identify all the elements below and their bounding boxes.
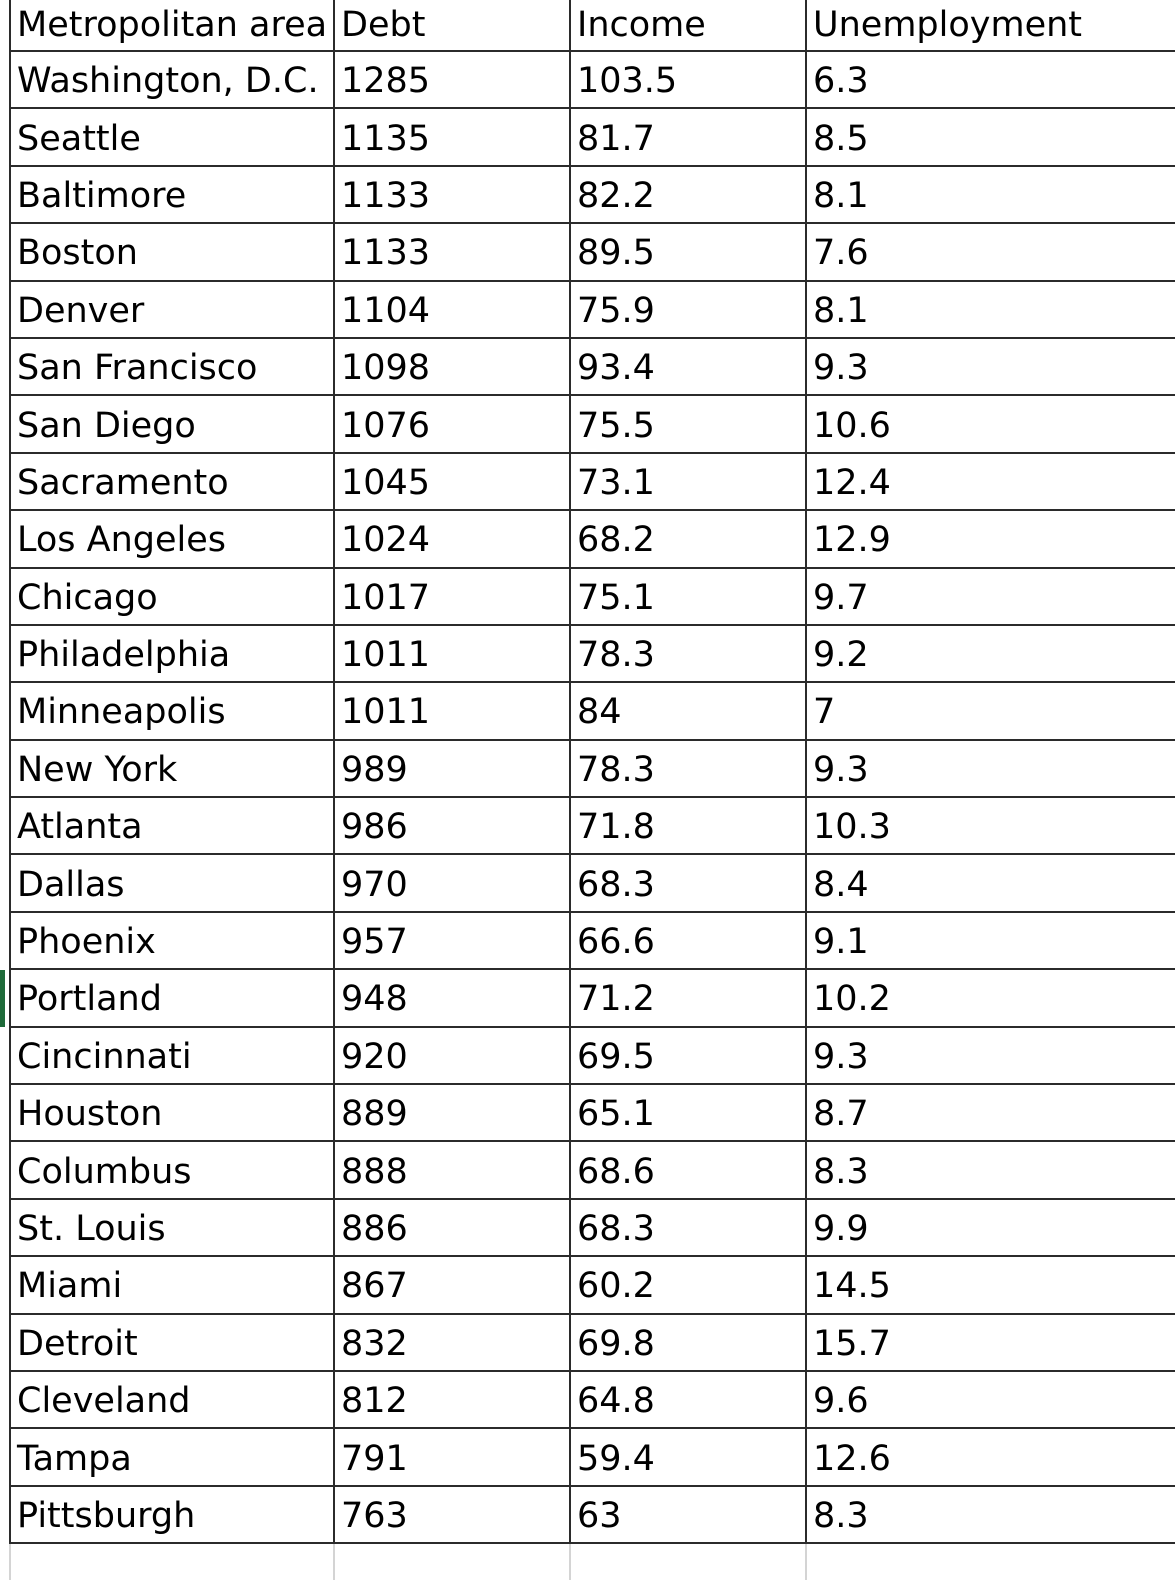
metro-area-cell[interactable]: Seattle xyxy=(17,118,141,159)
table-row xyxy=(10,1200,1175,1257)
income-cell[interactable]: 82.2 xyxy=(577,175,655,216)
income-cell[interactable]: 66.6 xyxy=(577,922,655,963)
income-cell[interactable]: 84 xyxy=(577,692,622,733)
income-cell[interactable]: 71.8 xyxy=(577,807,655,848)
table-row xyxy=(10,282,1175,339)
empty-cell[interactable] xyxy=(806,1544,1175,1580)
table-row xyxy=(10,1028,1175,1085)
debt-cell[interactable]: 1135 xyxy=(341,118,431,159)
table-row xyxy=(10,913,1175,970)
debt-cell[interactable]: 763 xyxy=(341,1495,408,1536)
income-cell[interactable]: 68.3 xyxy=(577,1209,655,1249)
selected-row-indicator xyxy=(0,970,5,1027)
table-row xyxy=(10,52,1175,109)
income-cell[interactable]: 75.9 xyxy=(577,290,655,331)
unemployment-cell[interactable]: 12.4 xyxy=(813,462,891,503)
unemployment-cell[interactable]: 9.3 xyxy=(813,1036,869,1077)
income-cell[interactable]: 68.6 xyxy=(577,1151,655,1192)
unemployment-cell[interactable]: 10.6 xyxy=(813,405,891,446)
metro-area-cell[interactable]: Dallas xyxy=(17,864,125,905)
spreadsheet-grid xyxy=(10,0,1175,1580)
debt-cell[interactable]: 1133 xyxy=(341,233,431,274)
table-row xyxy=(10,396,1175,453)
income-cell[interactable]: 89.5 xyxy=(577,233,655,274)
metro-area-cell[interactable]: New York xyxy=(17,749,178,790)
metro-area-cell[interactable]: Phoenix xyxy=(17,922,156,963)
debt-cell[interactable]: 791 xyxy=(341,1438,408,1479)
unemployment-cell[interactable]: 9.9 xyxy=(813,1209,869,1249)
table-row xyxy=(10,167,1175,224)
metro-area-cell[interactable]: Houston xyxy=(17,1094,163,1135)
debt-cell[interactable]: 1098 xyxy=(341,348,431,389)
table-row xyxy=(10,741,1175,798)
metro-area-cell[interactable]: Boston xyxy=(17,233,138,274)
income-cell[interactable]: 71.2 xyxy=(577,979,655,1020)
table-row xyxy=(10,1257,1175,1314)
debt-cell[interactable]: 1045 xyxy=(341,462,431,503)
table-row xyxy=(10,1372,1175,1429)
table-row xyxy=(10,855,1175,912)
table-row xyxy=(10,1085,1175,1142)
metro-area-cell[interactable]: Columbus xyxy=(17,1151,192,1192)
income-cell[interactable]: 78.3 xyxy=(577,749,655,790)
table-row xyxy=(10,1429,1175,1486)
income-cell[interactable]: 68.3 xyxy=(577,864,655,905)
table-body xyxy=(10,52,1175,1544)
metro-area-cell[interactable]: Detroit xyxy=(17,1323,138,1364)
income-cell[interactable]: 59.4 xyxy=(577,1438,655,1479)
table-row xyxy=(10,339,1175,396)
table-row xyxy=(10,454,1175,511)
column-gridline xyxy=(333,0,335,1544)
debt-cell[interactable]: 1285 xyxy=(341,61,431,102)
table-row xyxy=(10,224,1175,281)
income-cell[interactable]: 69.8 xyxy=(577,1323,655,1364)
unemployment-cell[interactable]: 9.2 xyxy=(813,635,869,676)
unemployment-cell[interactable]: 6.3 xyxy=(813,61,869,102)
unemployment-cell[interactable]: 7.6 xyxy=(813,233,869,274)
debt-cell[interactable]: 1017 xyxy=(341,577,431,618)
unemployment-cell[interactable]: 9.3 xyxy=(813,348,869,389)
income-cell[interactable]: 75.1 xyxy=(577,577,655,618)
empty-row xyxy=(10,1544,1175,1580)
unemployment-cell[interactable]: 12.6 xyxy=(813,1438,891,1479)
empty-column-gridline xyxy=(9,1544,11,1580)
income-cell[interactable]: 63 xyxy=(577,1495,622,1536)
debt-cell[interactable]: 1024 xyxy=(341,520,431,561)
metro-area-cell[interactable]: San Francisco xyxy=(17,348,258,389)
empty-cell[interactable] xyxy=(570,1544,806,1580)
income-cell[interactable]: 103.5 xyxy=(577,61,678,102)
metro-area-cell[interactable]: Washington, D.C. xyxy=(17,61,319,102)
unemployment-cell[interactable]: 9.7 xyxy=(813,577,869,618)
unemployment-cell[interactable]: 8.5 xyxy=(813,118,869,159)
income-cell[interactable]: 60.2 xyxy=(577,1266,655,1307)
column-gridline xyxy=(805,0,807,1544)
unemployment-cell[interactable]: 9.6 xyxy=(813,1381,869,1422)
unemployment-cell[interactable]: 9.3 xyxy=(813,749,869,790)
debt-cell[interactable]: 1104 xyxy=(341,290,431,331)
debt-cell[interactable]: 920 xyxy=(341,1036,408,1077)
metro-area-cell[interactable]: Miami xyxy=(17,1266,123,1307)
unemployment-cell[interactable]: 14.5 xyxy=(813,1266,891,1307)
debt-cell[interactable]: 886 xyxy=(341,1209,408,1249)
metro-area-cell[interactable]: Atlanta xyxy=(17,807,143,848)
unemployment-cell[interactable]: 8.1 xyxy=(813,175,869,216)
empty-column-gridline xyxy=(569,1544,571,1580)
income-cell[interactable]: 73.1 xyxy=(577,462,655,503)
debt-cell[interactable]: 1133 xyxy=(341,175,431,216)
unemployment-cell[interactable]: 9.1 xyxy=(813,922,869,963)
income-cell[interactable]: 64.8 xyxy=(577,1381,655,1422)
table-row xyxy=(10,1487,1175,1544)
column-gridline xyxy=(9,0,11,1544)
debt-cell[interactable]: 970 xyxy=(341,864,408,905)
unemployment-cell[interactable]: 10.2 xyxy=(813,979,891,1020)
header-cell-income[interactable]: Income xyxy=(577,4,706,45)
income-cell[interactable]: 78.3 xyxy=(577,635,655,676)
table-row xyxy=(10,798,1175,855)
table-row xyxy=(10,511,1175,568)
unemployment-cell[interactable]: 12.9 xyxy=(813,520,891,561)
metro-area-cell[interactable]: Chicago xyxy=(17,577,158,618)
table-row xyxy=(10,1142,1175,1199)
income-cell[interactable]: 69.5 xyxy=(577,1036,655,1077)
debt-cell[interactable]: 1011 xyxy=(341,692,431,733)
table-row xyxy=(10,569,1175,626)
metro-area-cell[interactable]: Sacramento xyxy=(17,462,229,503)
income-cell[interactable]: 81.7 xyxy=(577,118,655,159)
metro-area-cell[interactable]: San Diego xyxy=(17,405,196,446)
table-row xyxy=(10,683,1175,740)
metro-area-cell[interactable]: St. Louis xyxy=(17,1209,166,1249)
unemployment-cell[interactable]: 10.3 xyxy=(813,807,891,848)
debt-cell[interactable]: 812 xyxy=(341,1381,408,1422)
unemployment-cell[interactable]: 8.3 xyxy=(813,1151,869,1192)
income-cell[interactable]: 93.4 xyxy=(577,348,655,389)
debt-cell[interactable]: 1011 xyxy=(341,635,431,676)
unemployment-cell[interactable]: 8.3 xyxy=(813,1495,869,1536)
metro-area-cell[interactable]: Cleveland xyxy=(17,1381,191,1422)
header-cell-metropolitan-area[interactable]: Metropolitan area xyxy=(17,4,328,45)
income-cell[interactable]: 65.1 xyxy=(577,1094,655,1135)
header-row xyxy=(10,0,1175,52)
income-cell[interactable]: 75.5 xyxy=(577,405,655,446)
header-cell-unemployment[interactable]: Unemployment xyxy=(813,4,1083,45)
debt-cell[interactable]: 989 xyxy=(341,749,408,790)
metro-area-cell[interactable]: Pittsburgh xyxy=(17,1495,196,1536)
empty-cell[interactable] xyxy=(334,1544,570,1580)
income-cell[interactable]: 68.2 xyxy=(577,520,655,561)
metro-area-cell[interactable]: Philadelphia xyxy=(17,635,231,676)
debt-cell[interactable]: 867 xyxy=(341,1266,408,1307)
empty-cell[interactable] xyxy=(10,1544,334,1580)
empty-column-gridline xyxy=(333,1544,335,1580)
unemployment-cell[interactable]: 8.7 xyxy=(813,1094,869,1135)
metro-area-cell[interactable]: Denver xyxy=(17,290,145,331)
metro-area-cell[interactable]: Portland xyxy=(17,979,162,1020)
metro-area-cell[interactable]: Cincinnati xyxy=(17,1036,192,1077)
unemployment-cell[interactable]: 7 xyxy=(813,692,836,733)
debt-cell[interactable]: 832 xyxy=(341,1323,408,1364)
unemployment-cell[interactable]: 8.1 xyxy=(813,290,869,331)
table-row xyxy=(10,109,1175,166)
debt-cell[interactable]: 888 xyxy=(341,1151,408,1192)
table-row xyxy=(10,1315,1175,1372)
column-gridline xyxy=(569,0,571,1544)
table-row xyxy=(10,970,1175,1027)
debt-cell[interactable]: 986 xyxy=(341,807,408,848)
unemployment-cell[interactable]: 15.7 xyxy=(813,1323,891,1364)
metro-area-cell[interactable]: Los Angeles xyxy=(17,520,227,561)
metro-area-cell[interactable]: Minneapolis xyxy=(17,692,226,733)
unemployment-cell[interactable]: 8.4 xyxy=(813,864,869,905)
metro-area-cell[interactable]: Tampa xyxy=(17,1438,132,1479)
header-cell-debt[interactable]: Debt xyxy=(341,4,426,45)
debt-cell[interactable]: 948 xyxy=(341,979,408,1020)
debt-cell[interactable]: 957 xyxy=(341,922,408,963)
debt-cell[interactable]: 889 xyxy=(341,1094,408,1135)
empty-column-gridline xyxy=(805,1544,807,1580)
table-row xyxy=(10,626,1175,683)
metro-area-cell[interactable]: Baltimore xyxy=(17,175,187,216)
debt-cell[interactable]: 1076 xyxy=(341,405,431,446)
